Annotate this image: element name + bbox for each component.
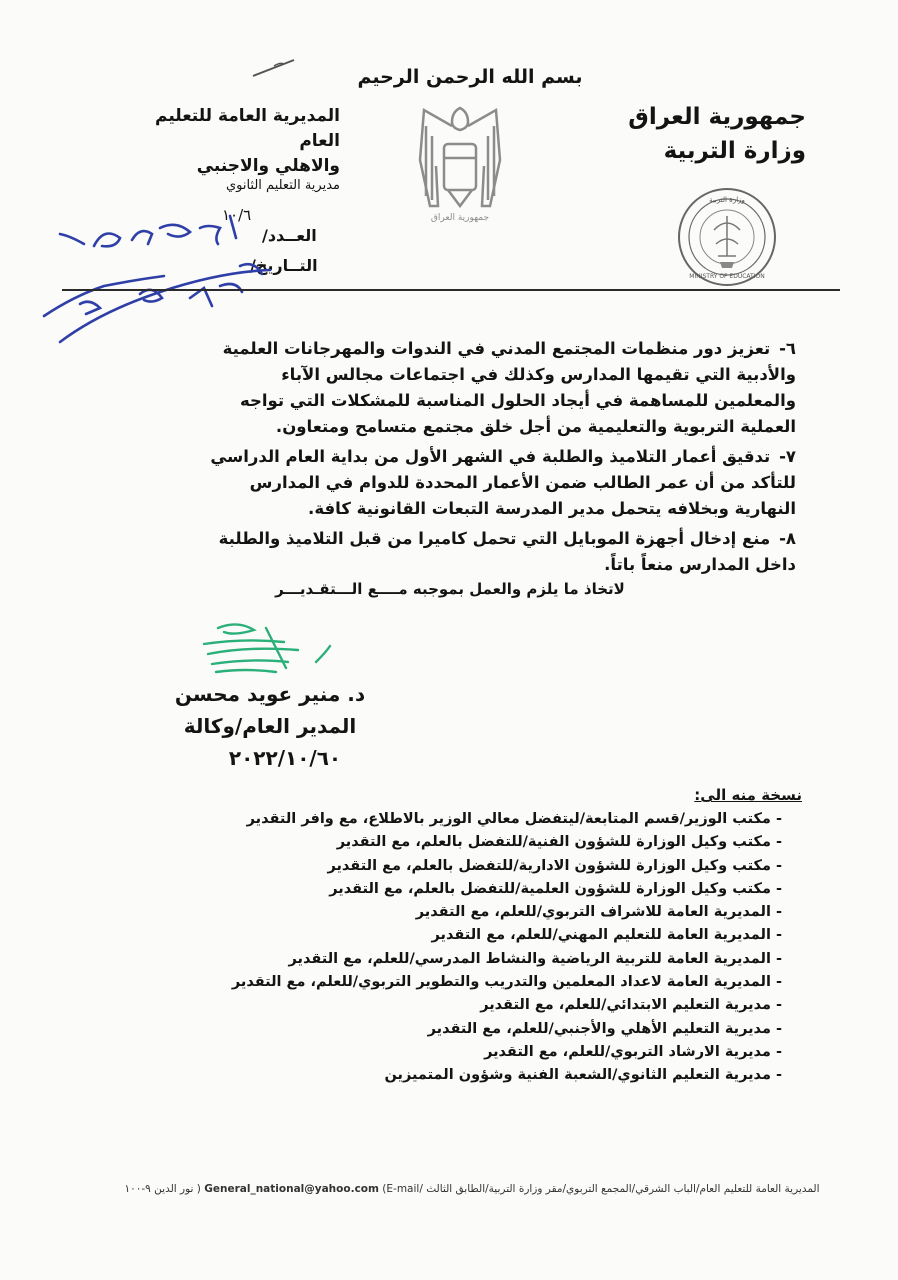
copy-recipient: - مديرية التعليم الابتدائي/للعلم، مع التقدير — [182, 994, 782, 1017]
directorate-line-2: والاهلي والاجنبي — [196, 156, 340, 176]
copy-recipient: - المديرية العامة للتربية الرياضية والنشاط المدرسي/للعلم، مع التقدير — [182, 948, 782, 971]
item-7-text: تدقيق أعمار التلاميذ والطلبة في الشهر الأول من بداية العام الدراسي للتأكد من أن عمر الطالب ضمن الأعمار المحددة للدوام في المدارس النهارية وبخلافه يتحمل مدير المدرسة التبعات القانونية كافة. — [210, 447, 796, 518]
copy-recipient: - مكتب وكيل الوزارة للشؤون العلمية/للتفضل بالعلم، مع التقدير — [182, 878, 782, 901]
footer-email-close: ) — [196, 1183, 201, 1195]
signatory-name: د. منير عويد محسن — [174, 682, 366, 706]
emblem-caption: جمهورية العراق — [430, 213, 490, 223]
iraq-emblem-icon — [414, 96, 506, 226]
seal-text-en: MINISTRY OF EDUCATION — [689, 273, 765, 280]
item-6-text: تعزيز دور منظمات المجتمع المدني في الندوات والمهرجانات العلمية والأدبية التي تقيمها المدارس وكذلك في اجتماعات مجالس الآباء والمعلمين للمساهمة في أيجاد الحلول المناسبة للمشكلات التي تواجه العملية التربوية والتعليمية من أجل خلق مجتمع متسامح ومتعاون. — [222, 339, 796, 436]
footer-email-label: (E-mail/ — [382, 1183, 423, 1195]
ministry-seal-icon — [676, 186, 778, 288]
reference-number-label: العــدد/ — [262, 226, 317, 245]
ministry-heading — [628, 100, 806, 168]
pen-scribble-mark — [250, 56, 300, 80]
item-8-text: منع إدخال أجهزة الموبايل التي تحمل كاميرا من قبل التلاميذ والطلبة داخل المدارس منعاً باتاً. — [218, 529, 796, 574]
directorate-line-1: المديرية العامة للتعليم العام — [154, 106, 340, 151]
item-6-number: ٦- — [779, 339, 796, 358]
reference-date-label: التــاريخ/ — [250, 256, 318, 275]
directorate-line-3: مديرية التعليم الثانوي — [225, 178, 340, 193]
directorate-heading — [150, 104, 340, 193]
copy-recipient: - مكتب وكيل الوزارة للشؤون الفنية/للتفضل بالعلم، مع التقدير — [182, 831, 782, 854]
copy-recipient: - مديرية التعليم الأهلي والأجنبي/للعلم، مع التقدير — [182, 1018, 782, 1041]
copy-recipient: - مكتب الوزير/قسم المتابعة/ليتفضل معالي الوزير بالاطلاع، مع وافر التقدير — [182, 808, 782, 831]
signature-date: ٢٠٢٢/١٠/٦٠ — [228, 746, 342, 770]
header-divider — [62, 289, 840, 291]
instruction-item-8 — [206, 526, 796, 578]
footer-email-link[interactable]: General_national@yahoo.com — [204, 1183, 379, 1195]
copy-recipient: - المديرية العامة لاعداد المعلمين والتدريب والتطوير التربوي/للعلم، مع التقدير — [182, 971, 782, 994]
signature-block — [170, 678, 370, 742]
signatory-title: المدير العام/وكالة — [183, 714, 357, 738]
country-name: جمهورية العراق — [628, 104, 806, 130]
footer-phone: نور الدين ٩-١٠٠ — [124, 1183, 194, 1195]
handwritten-reference-scribble — [40, 206, 280, 356]
item-7-number: ٧- — [779, 447, 796, 466]
ministry-name: وزارة التربية — [663, 138, 806, 164]
copy-recipient: - المديرية العامة للاشراف التربوي/للعلم، مع التقدير — [182, 901, 782, 924]
copies-list — [182, 808, 782, 1088]
instruction-item-6 — [206, 336, 796, 440]
instruction-item-7 — [206, 444, 796, 522]
footer-address: المديرية العامة للتعليم العام/الباب الشرقي/المجمع التربوي/مقر وزارة التربية/الطابق الثالث — [426, 1183, 820, 1195]
copy-recipient: - مديرية التعليم الثانوي/الشعبة الفنية وشؤون المتميزين — [182, 1064, 782, 1087]
item-8-number: ٨- — [779, 529, 796, 548]
copy-recipient: - المديرية العامة للتعليم المهني/للعلم، مع التقدير — [182, 924, 782, 947]
seal-text-ar: وزارة التربية — [709, 196, 745, 204]
copy-recipient: - مكتب وكيل الوزارة للشؤون الادارية/للتفضل بالعلم، مع التقدير — [182, 855, 782, 878]
copies-title: نسخة منه الى: — [694, 786, 802, 804]
reference-number-extra: ١٠/٦ — [222, 206, 252, 224]
copy-recipient: - مديرية الارشاد التربوي/للعلم، مع التقدير — [182, 1041, 782, 1064]
basmala-heading: بسم الله الرحمن الرحيم — [357, 66, 583, 88]
footer-address-line — [112, 1183, 832, 1195]
closing-line: لاتخاذ ما يلزم والعمل بموجبه مــــع الـــتقـديـــر — [275, 580, 625, 598]
